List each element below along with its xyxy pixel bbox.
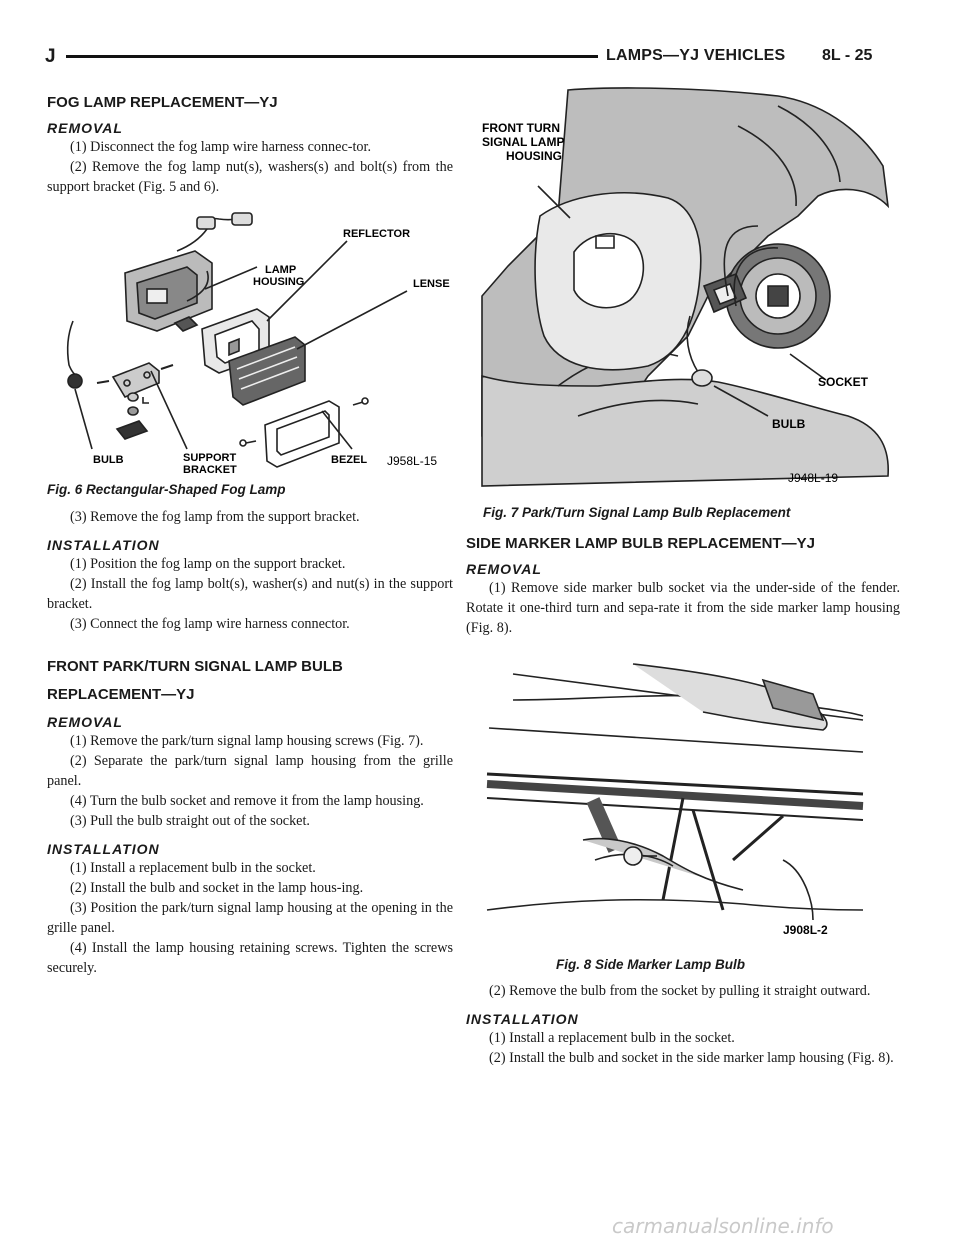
park-removal-step-4: (3) Pull the bulb straight out of the socket. <box>70 813 310 829</box>
header-title: LAMPS—YJ VEHICLES <box>606 47 786 64</box>
right-column-lower <box>466 981 900 1068</box>
fig7-code: J948L-19 <box>788 471 839 485</box>
fog-removal-step-3: (3) Remove the fog lamp from the support bracket. <box>70 509 360 525</box>
park-install-step-2: (2) Install the bulb and socket in the lamp hous-ing. <box>70 880 364 896</box>
fig6-label-bezel: BEZEL <box>331 454 368 466</box>
side-installation-heading: INSTALLATION <box>466 1011 579 1027</box>
side-marker-diagram <box>483 660 873 950</box>
side-section-title: SIDE MARKER LAMP BULB REPLACEMENT—YJ <box>466 535 815 552</box>
left-column <box>47 92 453 978</box>
fig6-code: J958L-15 <box>387 454 438 468</box>
park-removal-step-2: (2) Separate the park/turn signal lamp housing from the grille panel. <box>47 753 453 789</box>
fog-installation-heading: INSTALLATION <box>47 537 160 553</box>
fig6-label-bulb: BULB <box>93 454 124 466</box>
header-section-letter: J <box>45 46 56 67</box>
fig6-caption: Fig. 6 Rectangular-Shaped Fog Lamp <box>47 482 286 497</box>
park-turn-lamp-diagram <box>478 86 900 496</box>
fig6-label-support-1: SUPPORT <box>183 452 237 464</box>
park-section-title-1: FRONT PARK/TURN SIGNAL LAMP BULB <box>47 658 343 675</box>
side-install-step-1: (1) Install a replacement bulb in the socket. <box>489 1030 735 1046</box>
side-removal-heading: REMOVAL <box>466 561 542 577</box>
fog-lamp-diagram <box>47 211 453 485</box>
side-removal-step-1: (1) Remove side marker bulb socket via the under-side of the fender. Rotate it one-third turn and sepa-rate it from the side marker lamp housing (Fig. 8). <box>466 580 900 636</box>
fig6-label-lamp-housing-1: LAMP <box>265 264 297 276</box>
header-page-number: 8L - 25 <box>822 47 873 64</box>
park-install-step-1: (1) Install a replacement bulb in the socket. <box>70 860 316 876</box>
fog-removal-step-1: (1) Disconnect the fog lamp wire harness connec-tor. <box>70 139 371 155</box>
fig6-label-lamp-housing-2: HOUSING <box>253 276 305 288</box>
fig7-label-socket: SOCKET <box>818 375 869 389</box>
fig8-code: J908L-2 <box>783 923 828 937</box>
fig6-label-lense: LENSE <box>413 278 450 290</box>
right-column <box>466 533 900 638</box>
fog-install-step-2: (2) Install the fog lamp bolt(s), washer(s) and nut(s) in the support bracket. <box>47 576 453 612</box>
park-install-step-3: (3) Position the park/turn signal lamp housing at the opening in the grille panel. <box>47 900 453 936</box>
fig7-label-bulb: BULB <box>772 417 806 431</box>
fig7-label-housing-3: HOUSING <box>506 149 563 163</box>
side-install-step-2: (2) Install the bulb and socket in the side marker lamp housing (Fig. 8). <box>489 1050 894 1066</box>
fig8-caption: Fig. 8 Side Marker Lamp Bulb <box>556 957 746 972</box>
footer-watermark: carmanualsonline.info <box>612 1214 834 1238</box>
header-rule <box>66 55 598 58</box>
park-removal-step-1: (1) Remove the park/turn signal lamp housing screws (Fig. 7). <box>70 733 424 749</box>
side-removal-step-2: (2) Remove the bulb from the socket by pulling it straight outward. <box>489 983 871 999</box>
park-removal-step-3: (4) Turn the bulb socket and remove it from the lamp housing. <box>70 793 424 809</box>
park-section-title-2: REPLACEMENT—YJ <box>47 686 195 703</box>
fog-install-step-1: (1) Position the fog lamp on the support bracket. <box>70 556 346 572</box>
fig7-label-housing-2: SIGNAL LAMP <box>482 135 565 149</box>
fog-section-title: FOG LAMP REPLACEMENT—YJ <box>47 94 278 111</box>
fig7-label-housing-1: FRONT TURN <box>482 121 560 135</box>
park-install-step-4: (4) Install the lamp housing retaining screws. Tighten the screws securely. <box>47 940 453 976</box>
park-removal-heading: REMOVAL <box>47 714 123 730</box>
fig7-caption: Fig. 7 Park/Turn Signal Lamp Bulb Replacement <box>483 505 791 520</box>
fog-removal-heading: REMOVAL <box>47 120 123 136</box>
fig6-label-reflector: REFLECTOR <box>343 228 411 240</box>
fig6-label-support-2: BRACKET <box>183 464 237 476</box>
fog-install-step-3: (3) Connect the fog lamp wire harness connector. <box>70 616 350 632</box>
park-installation-heading: INSTALLATION <box>47 841 160 857</box>
fog-removal-step-2: (2) Remove the fog lamp nut(s), washers(s) and bolt(s) from the support bracket (Fig. 5 and 6). <box>47 159 453 195</box>
